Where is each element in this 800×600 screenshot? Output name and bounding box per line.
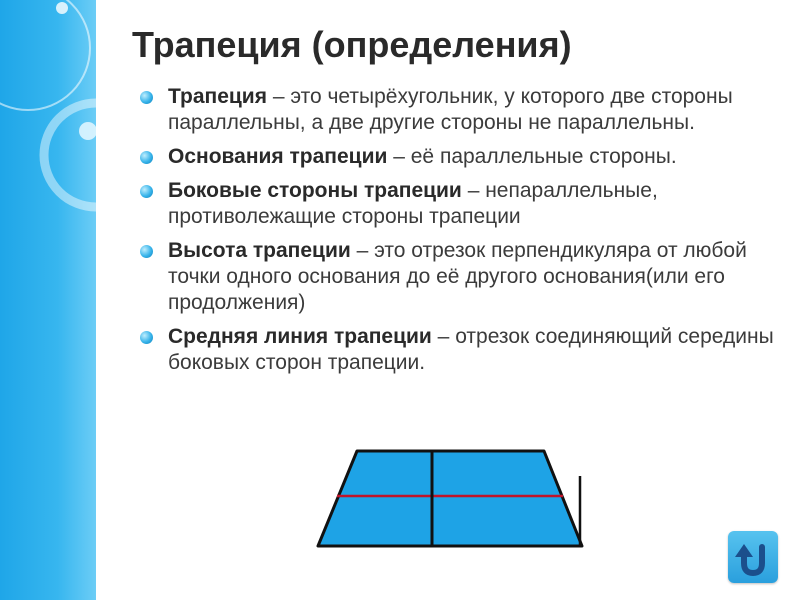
- bubble-decoration-icon: [0, 0, 96, 600]
- slide-title: Трапеция (определения): [132, 24, 572, 65]
- bullet-icon: [140, 245, 153, 258]
- definition-item: [140, 238, 780, 316]
- definition-term: Трапеция: [168, 85, 267, 108]
- bullet-icon: [140, 151, 153, 164]
- bullet-icon: [140, 185, 153, 198]
- definition-text: – это отрезок перпендикуляра от любой точки одного основания до её другого основания(или его продолжения): [168, 239, 747, 314]
- definition-term: Высота трапеции: [168, 239, 351, 262]
- return-arrow-icon: [728, 531, 778, 583]
- definition-text: – это четырёхугольник, у которого две стороны параллельны, а две другие стороны не параллельны.: [168, 85, 733, 134]
- trapezoid-diagram-icon: [310, 446, 590, 554]
- definition-item: [140, 84, 780, 136]
- definition-text: – отрезок соединяющий середины боковых сторон трапеции.: [168, 325, 774, 374]
- definition-text: – её параллельные стороны.: [387, 145, 677, 168]
- definition-text: – непараллельные, противолежащие стороны трапеции: [168, 179, 658, 228]
- definition-item: [140, 178, 780, 230]
- trapezoid-figure: [310, 446, 590, 559]
- bullet-icon: [140, 331, 153, 344]
- definition-term: Средняя линия трапеции: [168, 325, 432, 348]
- definition-term: Основания трапеции: [168, 145, 388, 168]
- decorative-sidebar: [0, 0, 96, 600]
- definition-item: [140, 144, 780, 170]
- definition-item: [140, 324, 780, 376]
- back-button[interactable]: [728, 531, 778, 583]
- definition-list: [140, 84, 780, 384]
- definition-term: Боковые стороны трапеции: [168, 179, 462, 202]
- trapezoid-shape: [318, 451, 582, 546]
- bullet-icon: [140, 91, 153, 104]
